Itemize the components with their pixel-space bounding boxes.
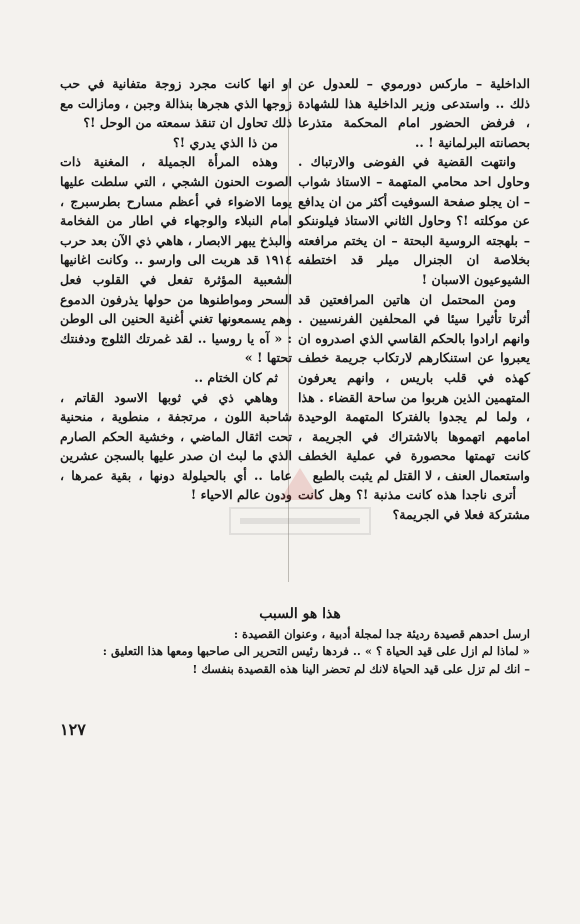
paragraph: ثم كان الختام .. [194, 369, 278, 385]
box-line: « لماذا لم ازل على قيد الحياة ؟ » .. فردها رئيس التحرير الى صاحبها ومعها هذا التعليق : [102, 644, 530, 658]
box-title: هذا هو السبب [259, 606, 341, 622]
paragraph: من ذا الذي يدري !؟ [172, 134, 278, 150]
box-line: ارسل احدهم قصيدة رديئة جدا لمجلة أدبية ، وعنوان القصيدة : [233, 626, 530, 641]
paragraph: او انها كانت مجرد زوجة متفانية في حب زوجها الذي هجرها بنذالة وجبن ، ومازالت مع ذلك تحاول ان تنقذ سمعته من الوحل !؟ [60, 76, 292, 131]
page-number: ١٢٧ [60, 720, 86, 739]
paragraph: وهذه المرأة الجميلة ، المغنية ذات الصوت الحنون الشجي ، التي سلطت عليها يوما الاضواء في أعظم مسارح بطرسبرج ، امام النبلاء والوجهاء في اطار من الفخامة والبذخ يبهر الابصار ، هاهي ذي الآن بعد حرب ١٩١٤ قد هربت الى وارسو .. وكانت اغانيها الشعبية المؤثرة تفعل في القلوب فعل السحر ومواطنوها من حولها يذرفون الدموع وهم يسمعونها تغني أغنية الحنين الى الوطن : « آه يا روسيا .. لقد غمرتك الثلوج ودفنتك تحتها ! » [60, 154, 292, 366]
left-text-column [60, 74, 292, 505]
archive-watermark-icon [200, 460, 400, 550]
paragraph: وانتهت القضية في الفوضى والارتباك . وحاول احد محامي المتهمة – الاستاذ شواب – ان يجلو صفحة السوفيت أكثر من ان يدافع عن موكلته !؟ وحاول الثاني الاستاذ فيلوننكو – بلهجته الروسية البحتة – ان يختم مرافعته بخلاصة ان الجنرال ميلر قد اختطفه الشيوعيون الاسبان ! [298, 154, 530, 287]
paragraph: ومن المحتمل ان هاتين المرافعتين قد أثرتا تأثيرا سيئا في المحلفين الفرنسيين . وانهم ارادوا بالحكم القاسي الذي اصدروه ان يعبروا عن استنكارهم لارتكاب جريمة خطف كهذه في قلب باريس ، وانهم يعرفون المتهمين الذين هربوا من ساحة القضاء . هذا ، ولما لم يجدوا بالفتركا المتهمة الوحيدة امامهم اتهموها بالاشتراك في الجريمة ، كانت تهمتها محصورة في عملية الخطف واستعمال العنف ، لا القتل لم يثبت بالطبع [298, 291, 530, 483]
box-line: – انك لم تزل على قيد الحياة لانك لم تحضر الينا هذه القصيدة بنفسك ! [192, 661, 530, 676]
paragraph: أترى ناجدا هذه كانت مذنبة !؟ وهل كانت مشتركة فعلا في الجريمة؟ [298, 487, 530, 523]
paragraph: الداخلية – ماركس دورموي – للعدول عن ذلك .. واستدعى وزير الداخلية هذا للشهادة ، فرفض الحضور امام المحكمة متذرعا بحصانته البرلمانية ! .. [298, 76, 530, 150]
anecdote-box [70, 606, 530, 678]
paragraph: وهاهي ذي في ثوبها الاسود القاتم ، شاحبة اللون ، مرتجفة ، منطوية ، منحنية تحت اثقال الماضي ، وخشية الحكم الصارم الذي ما لبث ان صدر عليها بالسجن عشرين عاما .. أي بالحيلولة دونها ، بقية عمرها ، ودون عالم الاحياء ! [60, 389, 292, 503]
right-text-column [298, 74, 530, 525]
